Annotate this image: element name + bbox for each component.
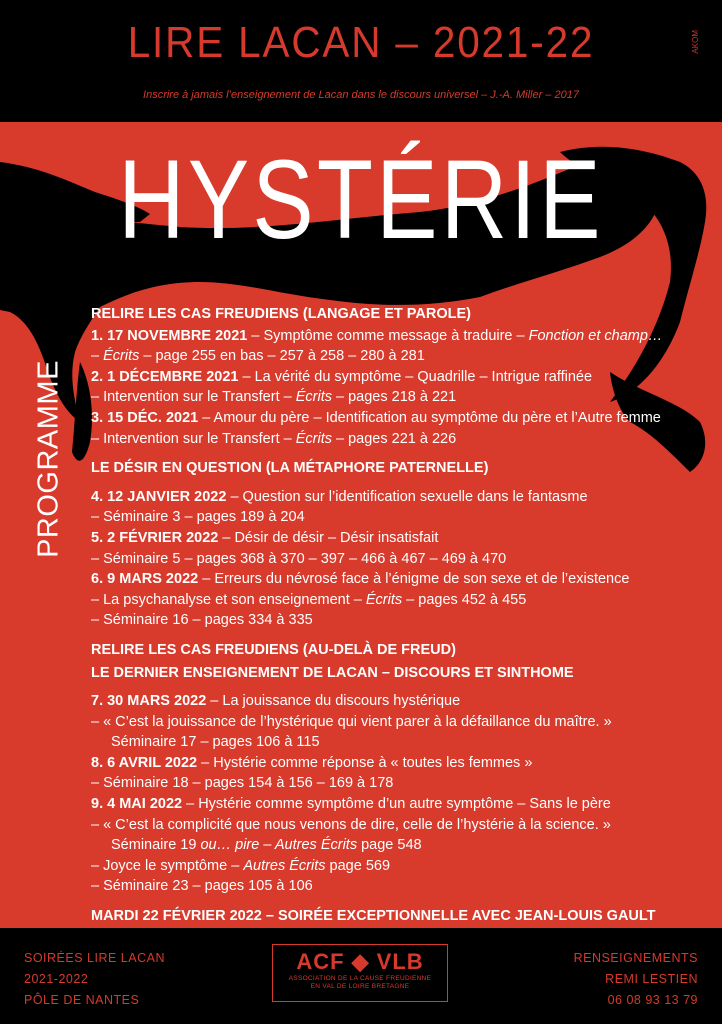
session-topic: – Hystérie comme symptôme d’un autre symptôme – Sans le père bbox=[182, 796, 611, 813]
list-item bbox=[91, 326, 711, 347]
main-title: HYSTÉRIE bbox=[118, 137, 604, 262]
list-item-detail: – « C’est la complicité que nous venons de dire, celle de l’hystérie à la science. » bbox=[91, 816, 611, 833]
side-label bbox=[29, 304, 69, 614]
session-topic: – Question sur l’identification sexuelle dans le fantasme bbox=[226, 488, 588, 505]
session-date: 7. 30 MARS 2022 bbox=[91, 693, 207, 710]
footer-left bbox=[24, 948, 165, 1011]
session-date: 2. 1 DÉCEMBRE 2021 bbox=[91, 368, 239, 385]
acf-vlb-logo bbox=[272, 944, 448, 1002]
session-topic: – La vérité du symptôme – Quadrille – Intrigue raffinée bbox=[238, 368, 593, 385]
list-item-detail bbox=[91, 387, 711, 408]
list-item bbox=[91, 367, 711, 388]
logo-text: ACF ◆ VLB bbox=[296, 949, 424, 974]
session-date: 1. 17 NOVEMBRE 2021 bbox=[91, 327, 248, 344]
session-date: 4. 12 JANVIER 2022 bbox=[91, 488, 227, 505]
logo-subtitle: EN VAL DE LOIRE BRETAGNE bbox=[310, 983, 410, 990]
detail-text: – La psychanalyse et son enseignement – bbox=[91, 591, 366, 608]
section-heading: RELIRE LES CAS FREUDIENS (AU-DELÀ DE FREUD) bbox=[91, 641, 456, 658]
detail-text: page 569 bbox=[325, 857, 391, 874]
session-topic: – Erreurs du névrosé face à l’énigme de son sexe et de l’existence bbox=[198, 571, 630, 588]
list-item-detail bbox=[91, 346, 711, 367]
list-item-detail: – Séminaire 23 – pages 105 à 106 bbox=[91, 878, 313, 895]
list-item-detail: – Séminaire 16 – pages 334 à 335 bbox=[91, 612, 313, 629]
session-topic: – Amour du père – Identification au symptôme du père et l’Autre femme bbox=[198, 409, 661, 426]
footer-phone: 06 08 93 13 79 bbox=[607, 993, 698, 1007]
special-event: MARDI 22 FÉVRIER 2022 – SOIRÉE EXCEPTIONNELLE AVEC JEAN-LOUIS GAULT bbox=[91, 908, 656, 925]
session-reference: Fonction et champ… bbox=[528, 327, 663, 344]
session-date: 5. 2 FÉVRIER 2022 bbox=[91, 529, 219, 546]
session-topic: – Désir de désir – Désir insatisfait bbox=[218, 529, 439, 546]
detail-reference: Autres Écrits bbox=[243, 857, 326, 874]
detail-text: – bbox=[91, 348, 104, 365]
session-topic: – Hystérie comme réponse à « toutes les femmes » bbox=[197, 754, 533, 771]
detail-reference: Écrits bbox=[295, 430, 332, 447]
detail-text: – pages 452 à 455 bbox=[402, 591, 527, 608]
session-date: 3. 15 DÉC. 2021 bbox=[91, 409, 199, 426]
header-title: LIRE LACAN – 2021-22 bbox=[127, 18, 595, 67]
footer-right-line: RENSEIGNEMENTS bbox=[573, 951, 698, 965]
session-date: 9. 4 MAI 2022 bbox=[91, 796, 183, 813]
session-date: 6. 9 MARS 2022 bbox=[91, 571, 199, 588]
list-item-detail bbox=[91, 835, 711, 856]
detail-text: page 548 bbox=[357, 837, 422, 854]
list-item bbox=[91, 753, 711, 774]
header bbox=[0, 0, 722, 122]
footer-left-line: SOIRÉES LIRE LACAN bbox=[24, 951, 165, 965]
footer-left-line: 2021-2022 bbox=[24, 972, 89, 986]
session-topic: – La jouissance du discours hystérique bbox=[206, 693, 461, 710]
detail-reference: Écrits bbox=[103, 348, 140, 365]
detail-reference: Écrits bbox=[295, 389, 332, 406]
detail-text: – Intervention sur le Transfert – bbox=[91, 430, 296, 447]
logo-subtitle: ASSOCIATION DE LA CAUSE FREUDIENNE bbox=[288, 975, 432, 982]
session-topic: – Symptôme comme message à traduire – bbox=[247, 327, 529, 344]
detail-text: – pages 221 à 226 bbox=[331, 430, 457, 447]
list-item-detail: – « C’est la jouissance de l’hystérique qui vient parer à la défaillance du maître. » bbox=[91, 713, 612, 730]
detail-text: Séminaire 19 bbox=[111, 837, 201, 854]
footer-left-line: PÔLE DE NANTES bbox=[24, 993, 140, 1007]
footer bbox=[0, 928, 722, 1024]
programme-list bbox=[91, 302, 711, 928]
list-item-detail bbox=[91, 590, 711, 611]
detail-reference: Écrits bbox=[365, 591, 403, 608]
list-item-detail bbox=[91, 429, 711, 450]
list-item bbox=[91, 569, 711, 590]
detail-text: – page 255 en bas – 257 à 258 – 280 à 281 bbox=[139, 348, 425, 365]
list-item bbox=[91, 487, 711, 508]
detail-text: – Intervention sur le Transfert – bbox=[91, 389, 296, 406]
detail-text: – Joyce le symptôme – bbox=[91, 857, 244, 874]
list-item bbox=[91, 794, 711, 815]
header-subtitle: Inscrire à jamais l’enseignement de Lacan dans le discours universel – J.-A. Miller – 2017 bbox=[143, 89, 579, 101]
section-heading: LE DÉSIR EN QUESTION (LA MÉTAPHORE PATERNELLE) bbox=[91, 460, 489, 477]
list-item-detail: – Séminaire 5 – pages 368 à 370 – 397 – 466 à 467 – 469 à 470 bbox=[91, 550, 507, 567]
list-item bbox=[91, 528, 711, 549]
list-item-detail bbox=[91, 856, 711, 877]
session-date: 8. 6 AVRIL 2022 bbox=[91, 754, 198, 771]
credit-label: AKOM bbox=[691, 30, 700, 54]
section-heading: RELIRE LES CAS FREUDIENS (LANGAGE ET PAROLE) bbox=[91, 306, 471, 322]
side-label-text: PROGRAMME bbox=[32, 360, 65, 558]
list-item bbox=[91, 408, 711, 429]
footer-right-line: REMI LESTIEN bbox=[605, 972, 698, 986]
list-item-detail: – Séminaire 3 – pages 189 à 204 bbox=[91, 509, 305, 526]
list-item-detail: – Séminaire 18 – pages 154 à 156 – 169 à 178 bbox=[91, 775, 394, 792]
list-item-detail: Séminaire 17 – pages 106 à 115 bbox=[111, 734, 320, 751]
list-item bbox=[91, 691, 711, 712]
red-panel bbox=[0, 122, 722, 928]
footer-right bbox=[574, 948, 698, 1011]
detail-reference: ou… pire – Autres Écrits bbox=[200, 837, 358, 854]
section-heading: LE DERNIER ENSEIGNEMENT DE LACAN – DISCOURS ET SINTHOME bbox=[91, 664, 574, 681]
detail-text: – pages 218 à 221 bbox=[331, 389, 457, 406]
